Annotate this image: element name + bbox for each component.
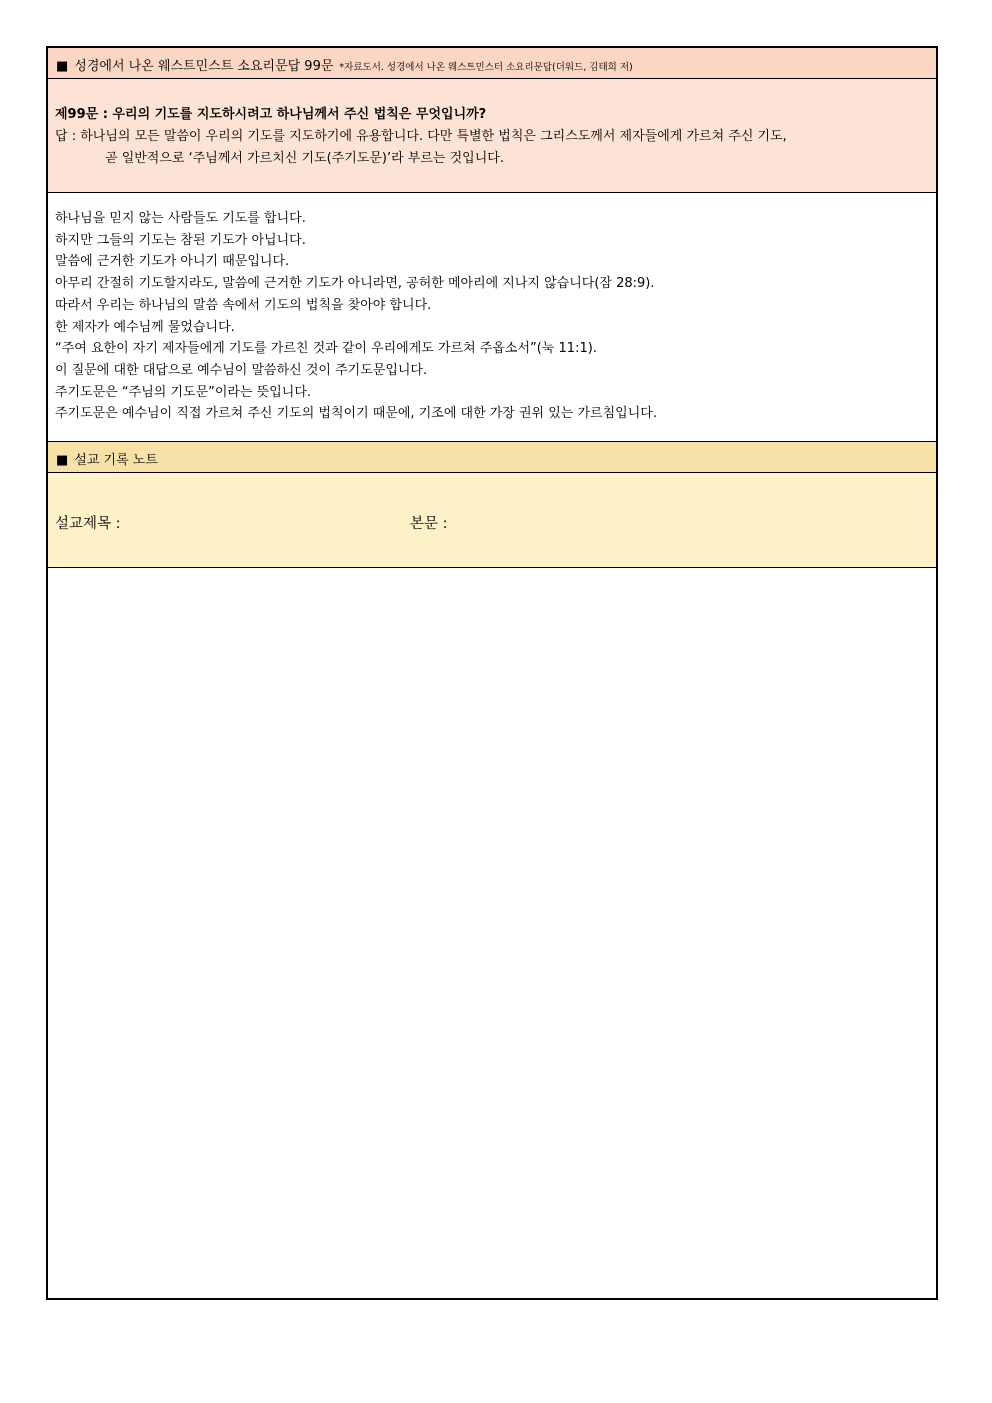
body-line: 주기도문은 예수님이 직접 가르쳐 주신 기도의 법칙이기 때문에, 기조에 대한 가장 권위 있는 가르침입니다. xyxy=(55,406,657,422)
body-line: 한 제자가 예수님께 물었습니다. xyxy=(55,319,235,335)
explanation-section xyxy=(48,193,936,442)
body-line: “주여 요한이 자기 제자들에게 기도를 가르친 것과 같이 우리에게도 가르쳐 주옵소서”(눅 11:1). xyxy=(55,341,597,357)
square-bullet-icon: ■ xyxy=(56,453,69,468)
scripture-text-label: 본문 : xyxy=(410,516,448,532)
body-line: 주기도문은 “주님의 기도문”이라는 뜻입니다. xyxy=(55,384,312,400)
sermon-title-label: 설교제목 : xyxy=(55,516,121,532)
sermon-notes-title: 설교 기록 노트 xyxy=(74,453,158,468)
square-bullet-icon: ■ xyxy=(56,59,69,74)
sermon-notes-header xyxy=(48,442,936,473)
body-line: 하지만 그들의 기도는 참된 기도가 아닙니다. xyxy=(55,232,306,248)
body-line: 따라서 우리는 하나님의 말씀 속에서 기도의 법칙을 찾아야 합니다. xyxy=(55,297,432,313)
catechism-header xyxy=(48,48,936,79)
body-line: 하나님을 믿지 않는 사람들도 기도를 합니다. xyxy=(55,211,306,226)
answer-line-1: 답 : 하나님의 모든 말씀이 우리의 기도를 지도하기에 유용합니다. 다만 특별한 법칙은 그리스도께서 제자들에게 가르쳐 주신 기도, xyxy=(55,129,787,144)
body-line: 이 질문에 대한 대답으로 예수님이 말씀하신 것이 주기도문입니다. xyxy=(55,362,428,378)
catechism-title: 성경에서 나온 웨스트민스트 소요리문답 99문 xyxy=(74,59,334,74)
body-line: 아무리 간절히 기도할지라도, 말씀에 근거한 기도가 아니라면, 공허한 메아리에 지나지 않습니다(잠 28:9). xyxy=(55,276,655,292)
question-text: 제99문 : 우리의 기도를 지도하시려고 하나님께서 주신 법칙은 무엇입니까? xyxy=(55,107,487,122)
question-answer-section xyxy=(48,79,936,193)
reference-note: *자료도서. 성경에서 나온 웨스트민스터 소요리문답(더워드, 김태희 저) xyxy=(339,62,633,73)
worksheet-frame xyxy=(46,46,938,1300)
notes-area[interactable] xyxy=(48,568,936,1298)
sermon-fields xyxy=(48,473,936,568)
answer-line-2: 곧 일반적으로 ‘주님께서 가르치신 기도(주기도문)’라 부르는 것입니다. xyxy=(105,151,504,166)
body-line: 말씀에 근거한 기도가 아니기 때문입니다. xyxy=(55,254,290,270)
